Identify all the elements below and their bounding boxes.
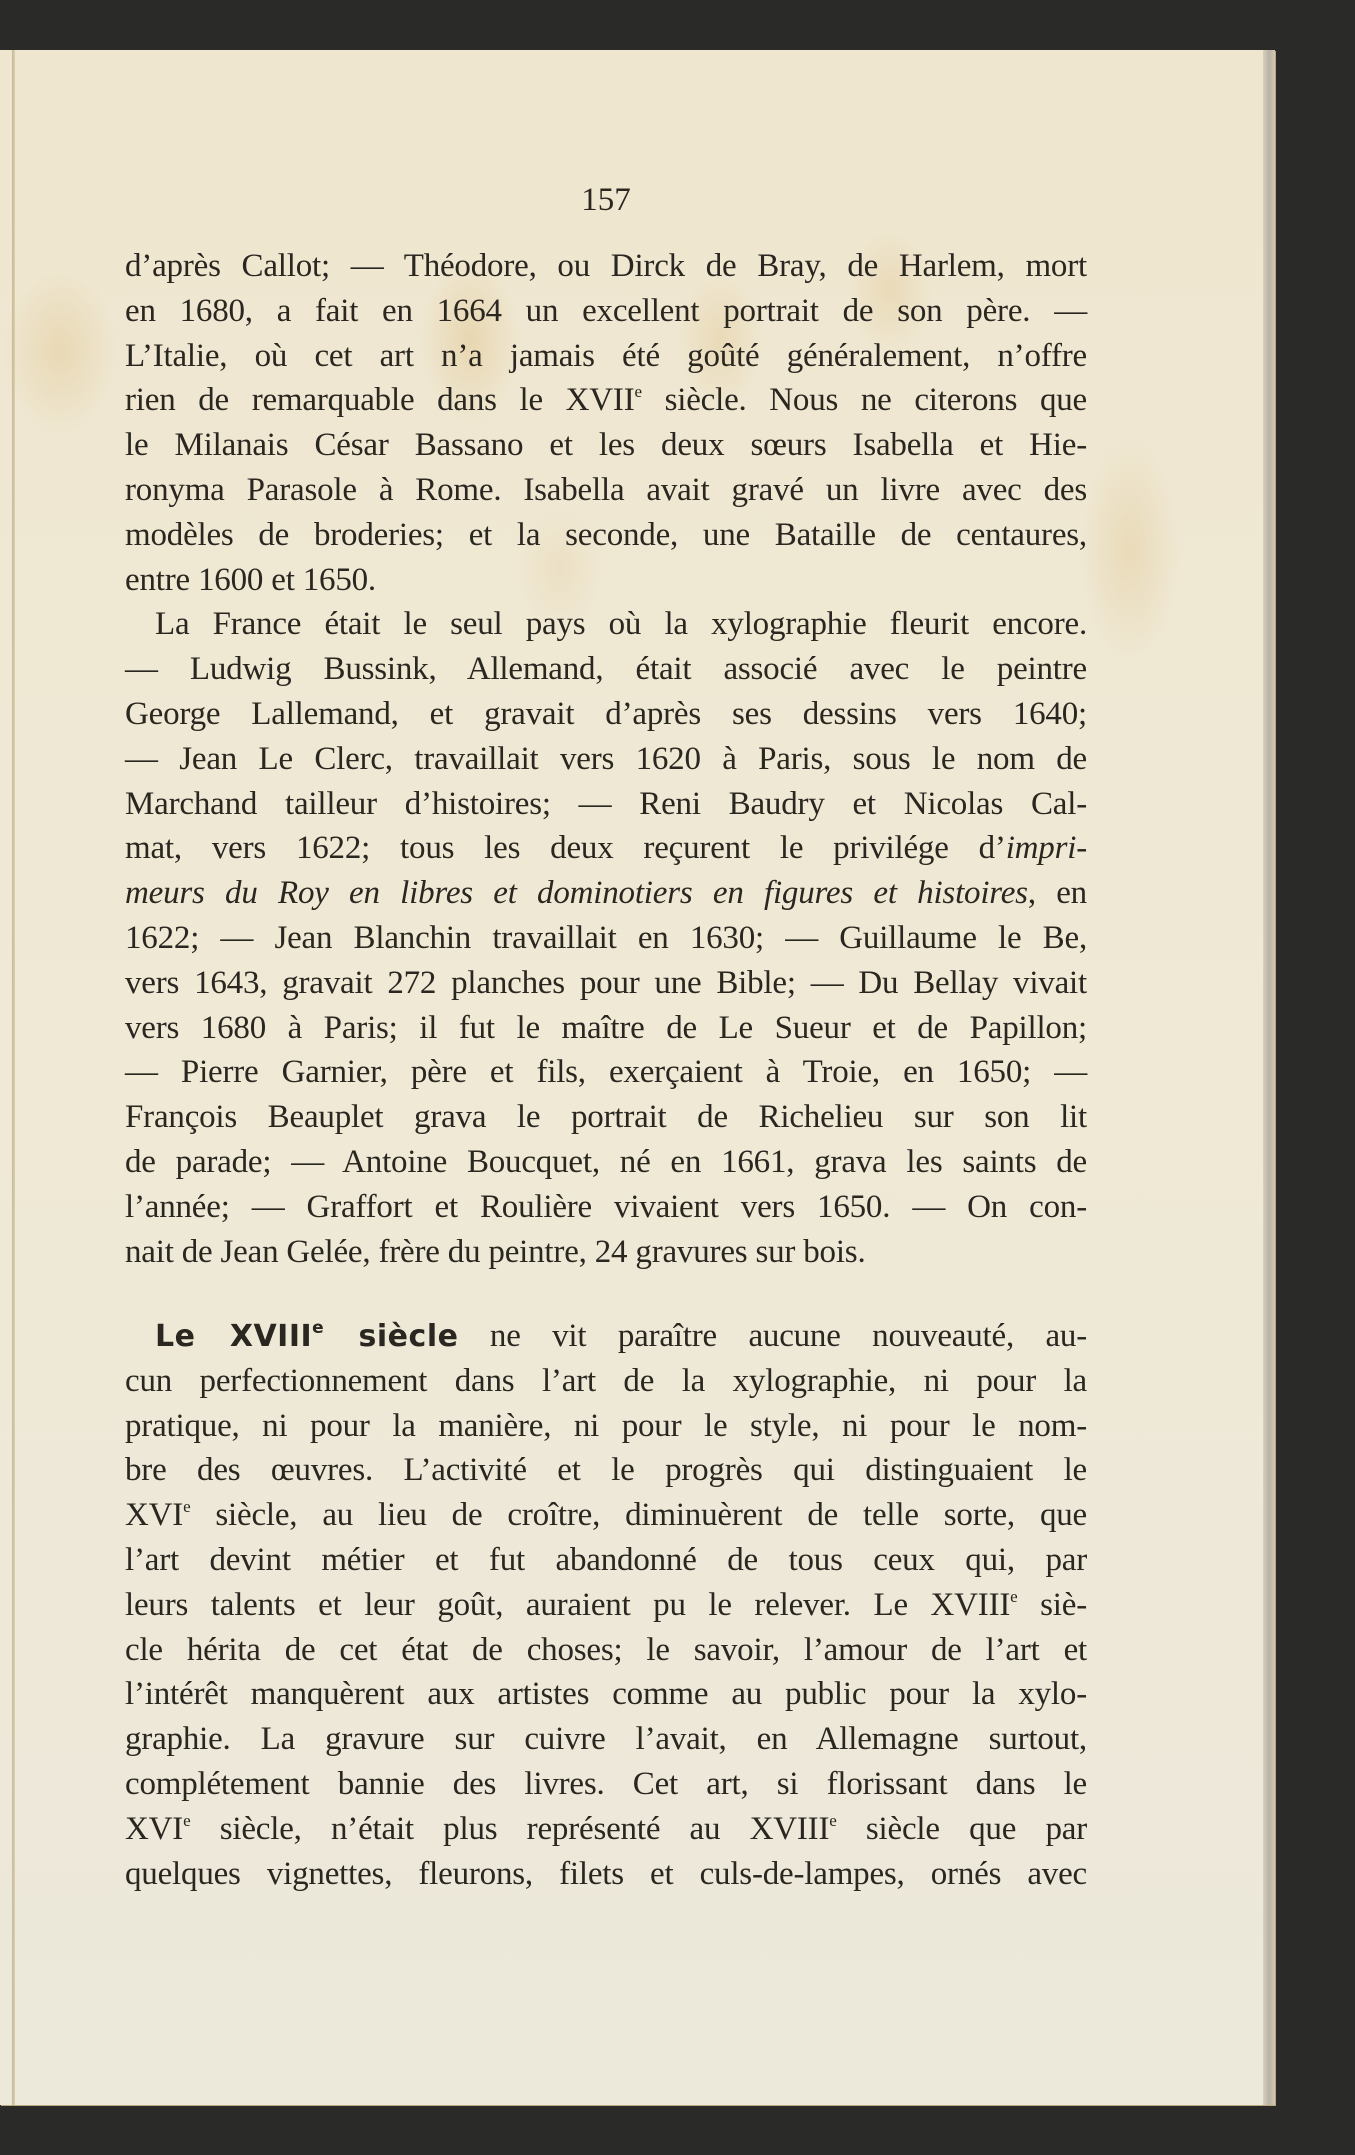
text-line <box>125 513 1087 558</box>
italic-text: meurs du Roy en libres et dominotiers en figures et histoires <box>125 875 1028 912</box>
text-line <box>125 468 1087 513</box>
text-line <box>125 289 1087 334</box>
text-run: complétement bannie des livres. Cet art, si florissant dans le <box>125 1765 1087 1802</box>
text-run: le Milanais César Bassano et les deux sœurs Isabella et Hie- <box>125 427 1087 464</box>
text-run: XVI <box>125 1810 184 1847</box>
text-line <box>125 1185 1087 1230</box>
text-run: l’année; — Graffort et Roulière vivaient vers 1650. — On con- <box>125 1188 1087 1225</box>
text-run: siècle que par <box>836 1810 1088 1847</box>
paragraph-block-17th-century <box>125 244 1087 1274</box>
text-run: — Pierre Garnier, père et fils, exerçaient à Troie, en 1650; — <box>125 1054 1087 1091</box>
text-line <box>125 1807 1087 1852</box>
text-line <box>125 1359 1087 1404</box>
superscript: e <box>312 1318 325 1338</box>
gutter-edge <box>12 50 15 2105</box>
heading-text: siècle <box>324 1319 459 1354</box>
text-run: graphie. La gravure sur cuivre l’avait, en Allemagne surtout, <box>125 1721 1087 1758</box>
text-line <box>125 826 1087 871</box>
section-heading <box>155 1319 458 1354</box>
text-run: l’art devint métier et fut abandonné de tous ceux qui, par <box>125 1541 1087 1578</box>
text-run: ne vit paraître aucune nouveauté, au- <box>458 1318 1088 1354</box>
text-line <box>125 1006 1087 1051</box>
text-line <box>125 244 1087 289</box>
text-line <box>125 1583 1087 1628</box>
text-run: vers 1680 à Paris; il fut le maître de Le Sueur et de Papillon; <box>125 1009 1087 1046</box>
text-line <box>125 1672 1087 1717</box>
text-line <box>125 1852 1087 1897</box>
text-line <box>125 871 1087 916</box>
text-run: siècle. Nous ne citerons que <box>641 382 1087 419</box>
text-line <box>125 961 1087 1006</box>
text-run: La France était le seul pays où la xylographie fleurit encore. <box>155 606 1087 643</box>
text-run: quelques vignettes, fleurons, filets et culs-de-lampes, ornés avec <box>125 1855 1087 1892</box>
text-line <box>125 378 1087 423</box>
page-fore-edge <box>1263 50 1275 2105</box>
text-run: , en <box>1027 875 1087 912</box>
text-run: François Beauplet grava le portrait de Richelieu sur son lit <box>125 1099 1087 1136</box>
superscript: e <box>829 1810 837 1830</box>
text-line <box>125 1230 1087 1275</box>
text-line <box>125 423 1087 468</box>
superscript: e <box>183 1497 191 1517</box>
text-run: vers 1643, gravait 272 planches pour une Bible; — Du Bellay vivait <box>125 964 1087 1001</box>
text-line <box>125 558 1087 603</box>
superscript: e <box>183 1810 191 1830</box>
text-run: — Ludwig Bussink, Allemand, était associé avec le peintre <box>125 651 1087 688</box>
text-run: siècle, n’était plus représenté au XVIII <box>190 1810 830 1847</box>
text-run: leurs talents et leur goût, auraient pu le relever. Le XVIII <box>125 1586 1011 1623</box>
text-run: rien de remarquable dans le XVII <box>125 382 635 419</box>
superscript: e <box>634 382 642 402</box>
text-run: XVI <box>125 1497 184 1534</box>
text-line <box>125 647 1087 692</box>
text-line <box>125 1762 1087 1807</box>
text-run: pratique, ni pour la manière, ni pour le style, ni pour le nom- <box>125 1407 1087 1444</box>
text-line <box>125 1404 1087 1449</box>
text-run: 1622; — Jean Blanchin travaillait en 1630; — Guillaume le Be, <box>125 919 1087 956</box>
paragraph-block-18th-century <box>125 1314 1087 1896</box>
text-run: en 1680, a fait en 1664 un excellent portrait de son père. — <box>125 292 1087 329</box>
text-line <box>125 1448 1087 1493</box>
text-line <box>125 1538 1087 1583</box>
text-line <box>125 737 1087 782</box>
text-line <box>125 916 1087 961</box>
text-run: siècle, au lieu de croître, diminuèrent de telle sorte, que <box>190 1497 1087 1534</box>
text-run: cun perfectionnement dans l’art de la xylographie, ni pour la <box>125 1362 1087 1399</box>
text-run: ronyma Parasole à Rome. Isabella avait gravé un livre avec des <box>125 471 1087 508</box>
text-run: bre des œuvres. L’activité et le progrès qui distinguaient le <box>125 1452 1087 1489</box>
text-line <box>125 1095 1087 1140</box>
superscript: e <box>1010 1586 1018 1606</box>
text-line <box>125 602 1087 647</box>
text-run: L’Italie, où cet art n’a jamais été goûté généralement, n’offre <box>125 337 1087 374</box>
text-line <box>125 782 1087 827</box>
text-line <box>125 692 1087 737</box>
text-line <box>125 1140 1087 1185</box>
text-run: nait de Jean Gelée, frère du peintre, 24 gravures sur bois. <box>125 1233 866 1270</box>
text-run: cle hérita de cet état de choses; le savoir, l’amour de l’art et <box>125 1631 1087 1668</box>
page-number: 157 <box>581 182 631 218</box>
text-line <box>125 1050 1087 1095</box>
section-heading-line <box>125 1314 1087 1359</box>
text-line <box>125 1493 1087 1538</box>
text-run: George Lallemand, et gravait d’après ses dessins vers 1640; <box>125 695 1087 732</box>
text-run: mat, vers 1622; tous les deux reçurent le privilége d’ <box>125 830 1006 867</box>
heading-text: Le XVIII <box>155 1319 313 1354</box>
text-run: entre 1600 et 1650. <box>125 561 376 598</box>
text-run: Marchand tailleur d’histoires; — Reni Baudry et Nicolas Cal- <box>125 785 1087 822</box>
text-line <box>125 334 1087 379</box>
text-run: siè- <box>1017 1586 1087 1623</box>
text-run: l’intérêt manquèrent aux artistes comme au public pour la xylo- <box>125 1676 1087 1713</box>
text-run: modèles de broderies; et la seconde, une Bataille de centaures, <box>125 516 1087 553</box>
text-line <box>125 1717 1087 1762</box>
text-run: d’après Callot; — Théodore, ou Dirck de Bray, de Harlem, mort <box>125 248 1087 284</box>
text-run: de parade; — Antoine Boucquet, né en 1661, grava les saints de <box>125 1143 1087 1180</box>
text-line <box>125 1628 1087 1673</box>
italic-text: impri- <box>1005 830 1087 867</box>
text-run: — Jean Le Clerc, travaillait vers 1620 à Paris, sous le nom de <box>125 740 1087 777</box>
